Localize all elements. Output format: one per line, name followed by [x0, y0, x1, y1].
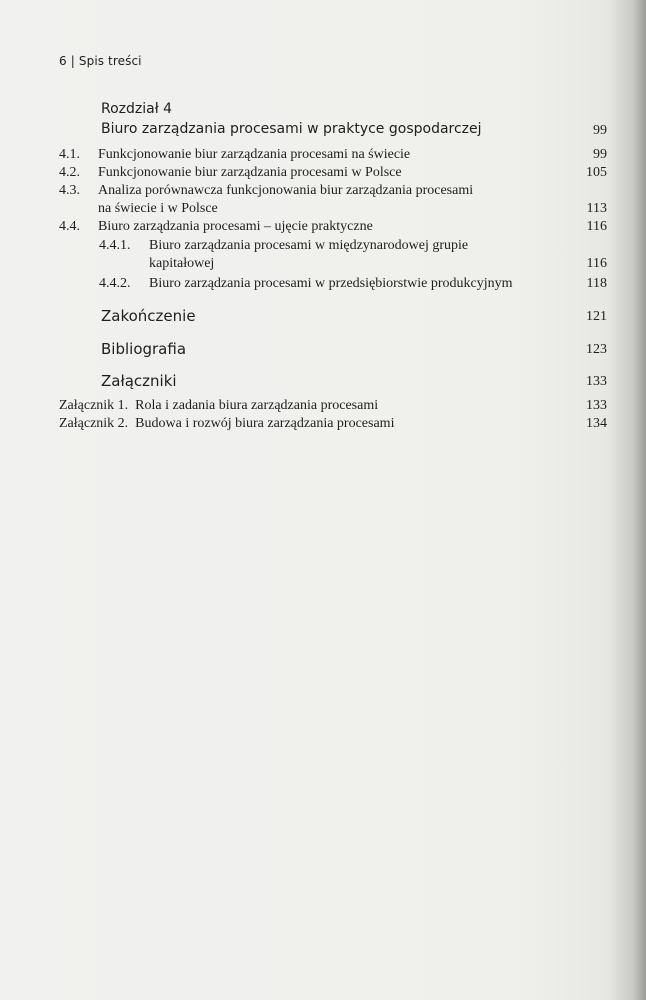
subsection-title-continued: kapitałowej [149, 256, 215, 271]
subsection-number: 4.4.1. [99, 238, 131, 253]
running-header [59, 54, 142, 68]
chapter-label: Rozdział 4 [101, 101, 173, 117]
major-page-number: 133 [586, 374, 607, 389]
header-title: Spis treści [78, 54, 142, 68]
section-title: Analiza porównawcza funkcjonowania biur zarządzania procesami [98, 183, 474, 198]
subsection-title: Biuro zarządzania procesami w międzynarodowej grupie [149, 238, 469, 253]
section-title: Funkcjonowanie biur zarządzania procesami na świecie [98, 147, 411, 162]
major-title: Bibliografia [101, 340, 187, 358]
chapter-title-text: Biuro zarządzania procesami w praktyce gospodarczej [101, 121, 482, 137]
chapter-page-number: 99 [593, 123, 607, 138]
annex-title: Załącznik 2. Budowa i rozwój biura zarządzania procesami [59, 416, 395, 431]
major-title: Załączniki [101, 372, 177, 390]
section-page-number: 113 [586, 201, 607, 216]
subsection-number: 4.4.2. [99, 276, 131, 291]
header-page-number: 6 [59, 54, 67, 68]
subsection-title: Biuro zarządzania procesami w przedsiębiorstwie produkcyjnym [149, 276, 513, 291]
section-title: Funkcjonowanie biur zarządzania procesami w Polsce [98, 165, 402, 180]
section-page-number: 99 [593, 147, 607, 162]
major-title: Zakończenie [101, 307, 196, 325]
subsection-page-number: 118 [586, 276, 607, 291]
section-title-continued: na świecie i w Polsce [98, 201, 218, 216]
section-number: 4.1. [59, 147, 80, 162]
subsection-page-number: 116 [586, 256, 607, 271]
major-page-number: 123 [586, 342, 607, 357]
section-page-number: 116 [586, 219, 607, 234]
section-number: 4.2. [59, 165, 80, 180]
section-number: 4.3. [59, 183, 80, 198]
annex-page-number: 133 [586, 398, 607, 413]
header-separator: | [70, 54, 75, 68]
section-title: Biuro zarządzania procesami – ujęcie praktyczne [98, 219, 373, 234]
section-number: 4.4. [59, 219, 80, 234]
section-page-number: 105 [586, 165, 607, 180]
major-page-number: 121 [586, 309, 607, 324]
annex-title: Załącznik 1. Rola i zadania biura zarządzania procesami [59, 398, 379, 413]
annex-page-number: 134 [586, 416, 607, 431]
